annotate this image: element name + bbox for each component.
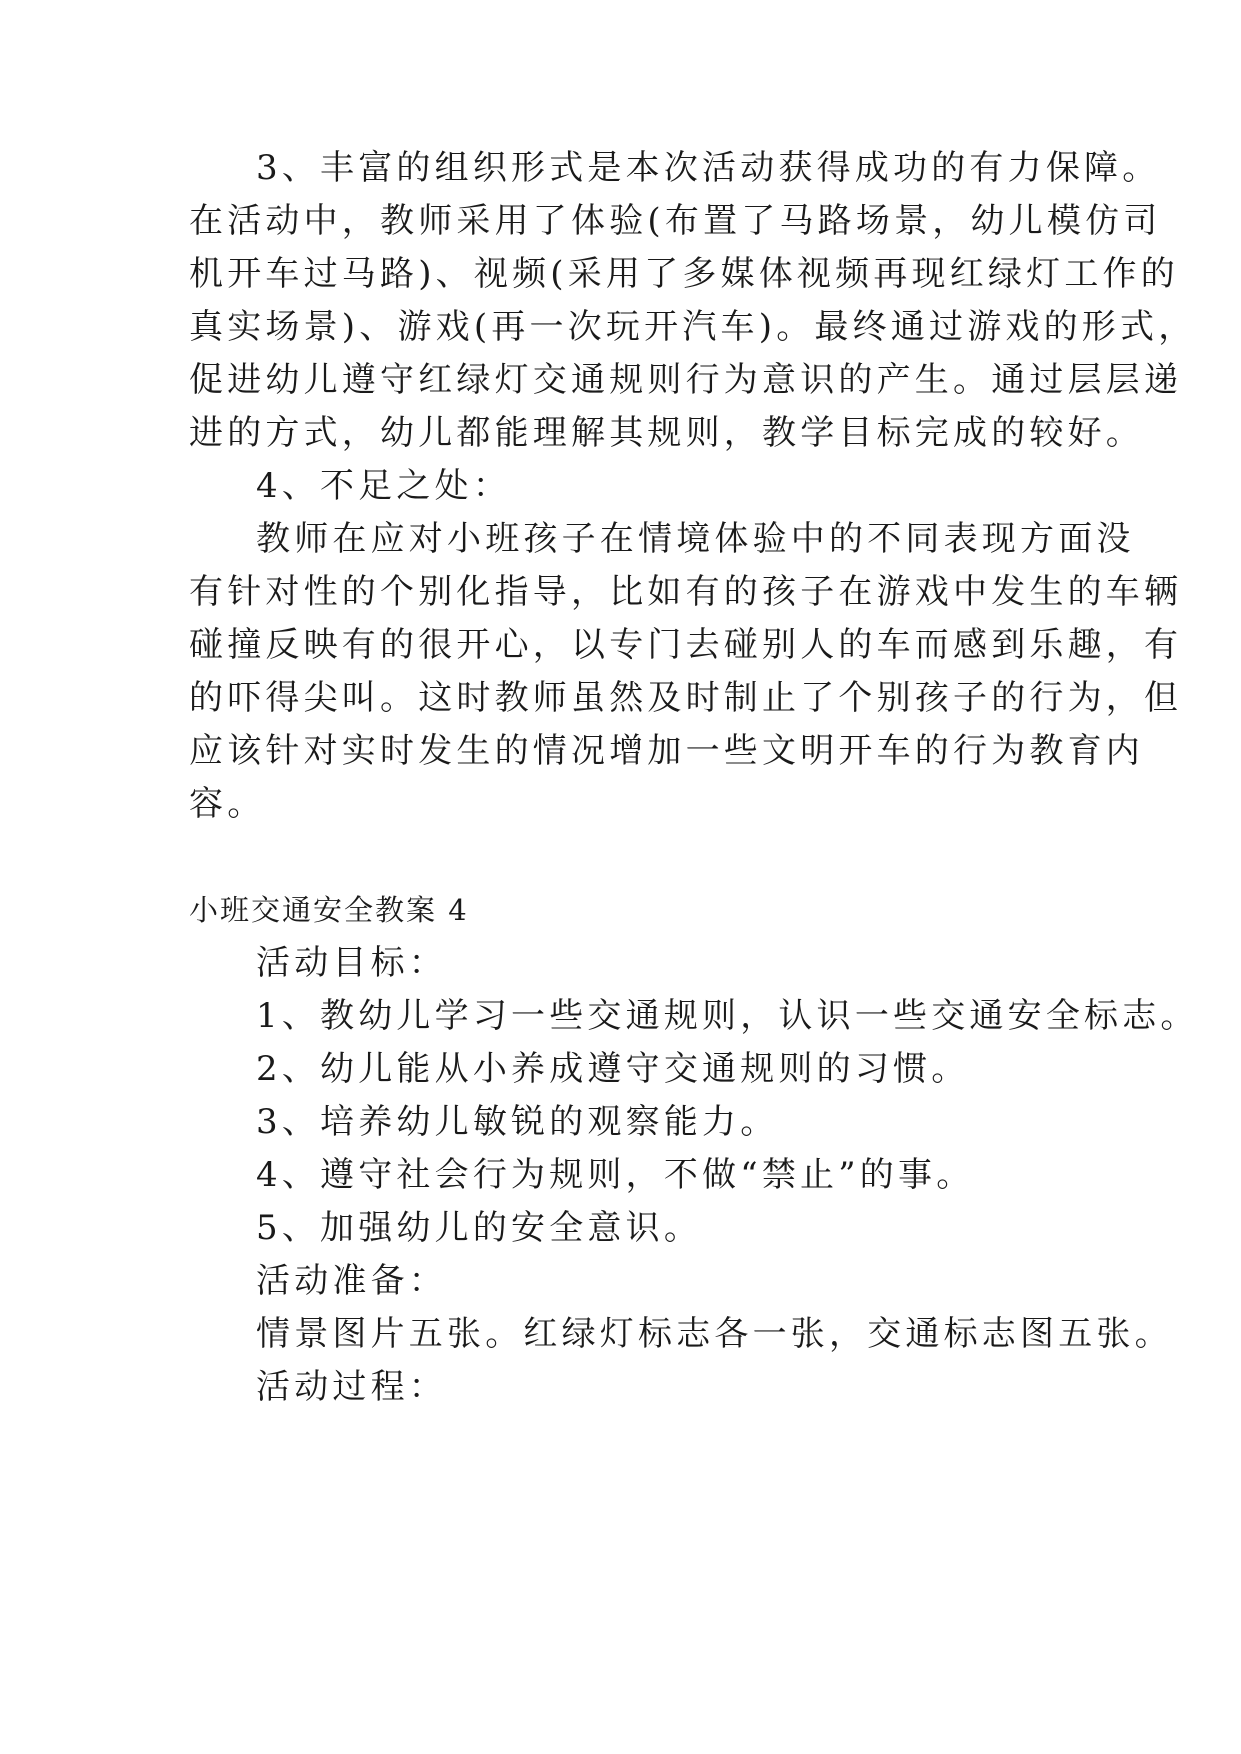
section-line-6: 5、加强幼儿的安全意识。 (256, 1208, 703, 1248)
section-line-1: 活动目标： (256, 943, 447, 983)
section-title: 小班交通安全教案 4 (189, 893, 469, 927)
para1-line-2: 在活动中，教师采用了体验(布置了马路场景，幼儿模仿司 (189, 201, 1162, 241)
para1-line-5: 促进幼儿遵守红绿灯交通规则行为意识的产生。通过层层递 (189, 360, 1183, 400)
para2-line-1: 4、不足之处： (256, 466, 512, 506)
section-line-4: 3、培养幼儿敏锐的观察能力。 (256, 1102, 779, 1142)
para3-line-3: 碰撞反映有的很开心，以专门去碰别人的车而感到乐趣，有 (189, 625, 1183, 665)
para3-line-6: 容。 (189, 784, 266, 824)
para3-line-1: 教师在应对小班孩子在情境体验中的不同表现方面没 (256, 519, 1135, 559)
para1-line-4: 真实场景)、游戏(再一次玩开汽车)。最终通过游戏的形式， (189, 307, 1197, 347)
section-line-9: 活动过程： (256, 1367, 447, 1407)
para3-line-2: 有针对性的个别化指导，比如有的孩子在游戏中发生的车辆 (189, 572, 1183, 612)
para1-line-3: 机开车过马路)、视频(采用了多媒体视频再现红绿灯工作的 (189, 254, 1179, 294)
section-line-5: 4、遵守社会行为规则，不做“禁止”的事。 (256, 1155, 975, 1195)
para1-line-6: 进的方式，幼儿都能理解其规则，教学目标完成的较好。 (189, 413, 1144, 453)
section-line-3: 2、幼儿能从小养成遵守交通规则的习惯。 (256, 1049, 970, 1089)
para3-line-5: 应该针对实时发生的情况增加一些文明开车的行为教育内 (189, 731, 1144, 771)
para1-line-1: 3、丰富的组织形式是本次活动获得成功的有力保障。 (256, 148, 1161, 188)
section-line-2: 1、教幼儿学习一些交通规则，认识一些交通安全标志。 (256, 996, 1199, 1036)
para3-line-4: 的吓得尖叫。这时教师虽然及时制止了个别孩子的行为，但 (189, 678, 1183, 718)
section-line-7: 活动准备： (256, 1261, 447, 1301)
section-line-8: 情景图片五张。红绿灯标志各一张，交通标志图五张。 (256, 1314, 1173, 1354)
